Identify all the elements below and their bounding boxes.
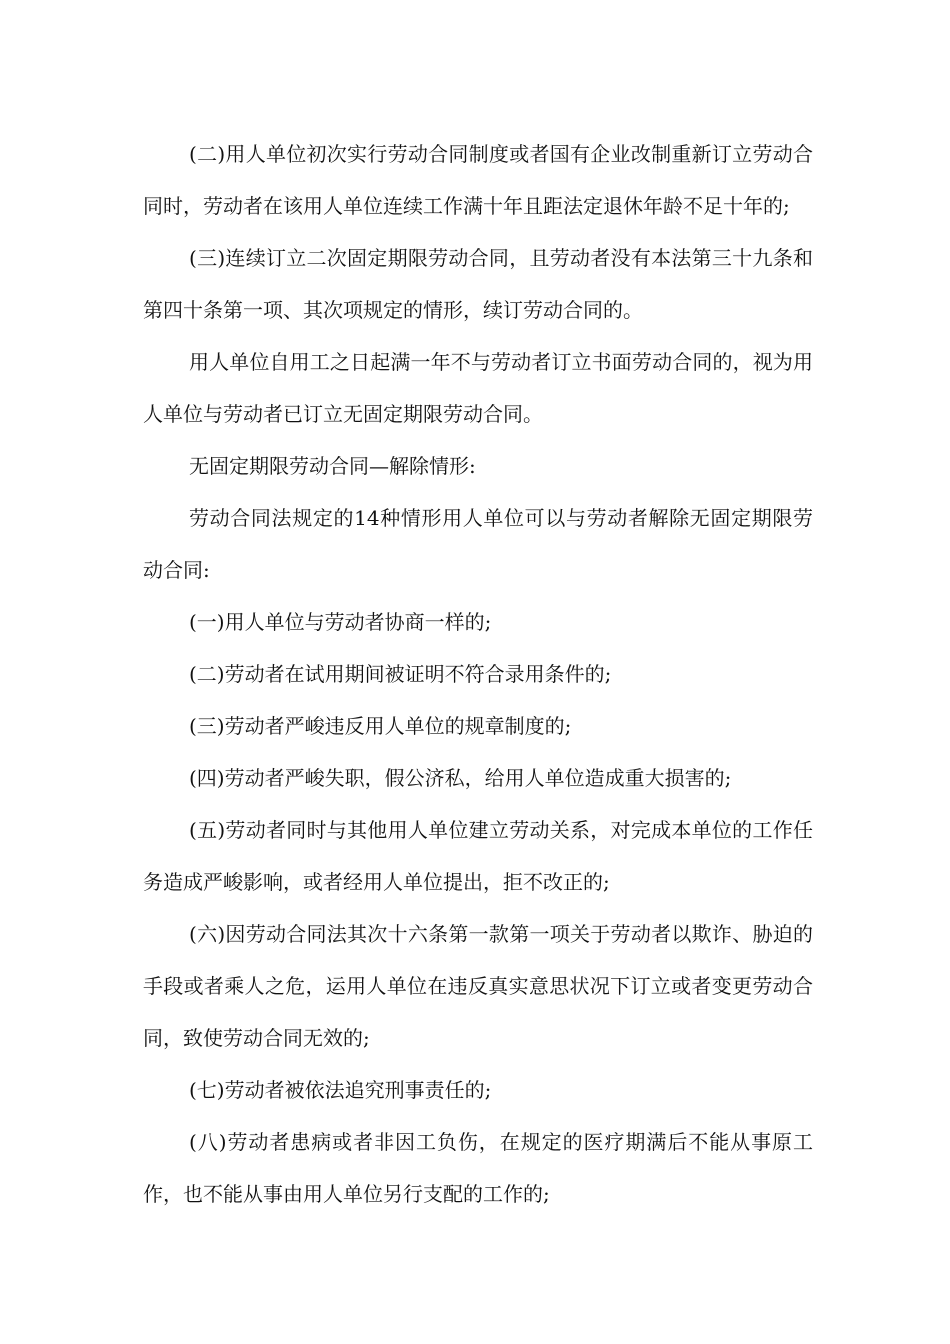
- list-item-3: (三)劳动者严峻违反用人单位的规章制度的;: [189, 714, 572, 738]
- section-heading-termination: 无固定期限劳动合同—解除情形:: [189, 454, 476, 478]
- list-item-5: (五)劳动者同时与其他用人单位建立劳动关系，对完成本单位的工作任务造成严峻影响，或者经用人单位提出，拒不改正的;: [143, 818, 813, 894]
- paragraph-no-written-contract: 用人单位自用工之日起满一年不与劳动者订立书面劳动合同的，视为用人单位与劳动者已订立无固定期限劳动合同。: [143, 350, 813, 426]
- document-body: [143, 128, 813, 1220]
- list-item-7: (七)劳动者被依法追究刑事责任的;: [189, 1078, 492, 1102]
- paragraph-14-situations-intro: 劳动合同法规定的14种情形用人单位可以与劳动者解除无固定期限劳动合同:: [143, 506, 813, 582]
- list-item-6: (六)因劳动合同法其次十六条第一款第一项关于劳动者以欺诈、胁迫的手段或者乘人之危，运用人单位在违反真实意思状况下订立或者变更劳动合同，致使劳动合同无效的;: [143, 922, 813, 1050]
- list-item-8: (八)劳动者患病或者非因工负伤，在规定的医疗期满后不能从事原工作，也不能从事由用人单位另行支配的工作的;: [143, 1130, 813, 1206]
- list-item-4: (四)劳动者严峻失职，假公济私，给用人单位造成重大损害的;: [189, 766, 732, 790]
- paragraph-3-consecutive-fixed-term: (三)连续订立二次固定期限劳动合同，且劳动者没有本法第三十九条和第四十条第一项、其次项规定的情形，续订劳动合同的。: [143, 246, 813, 322]
- list-item-2: (二)劳动者在试用期间被证明不符合录用条件的;: [189, 662, 612, 686]
- list-item-1: (一)用人单位与劳动者协商一样的;: [189, 610, 492, 634]
- paragraph-2-initial-contract-system: (二)用人单位初次实行劳动合同制度或者国有企业改制重新订立劳动合同时，劳动者在该用人单位连续工作满十年且距法定退休年龄不足十年的;: [143, 142, 813, 218]
